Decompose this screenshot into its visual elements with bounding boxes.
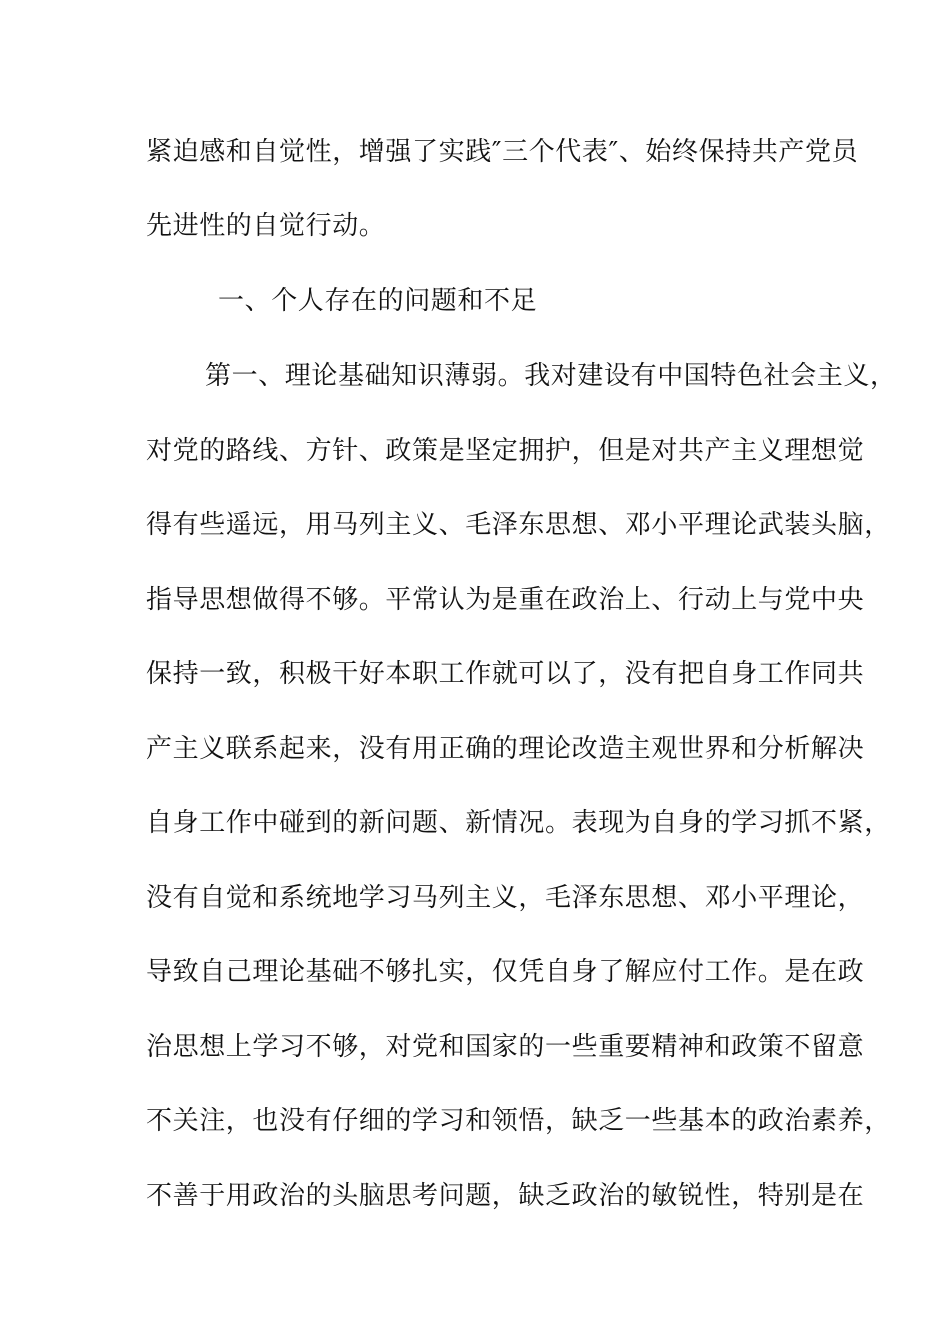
text-line: 没有自觉和系统地学习马列主义，毛泽东思想、邓小平理论，: [146, 883, 865, 913]
text-line: 不善于用政治的头脑思考问题，缺乏政治的敏锐性，特别是在: [146, 1181, 865, 1211]
text-line: 指导思想做得不够。平常认为是重在政治上、行动上与党中央: [146, 585, 865, 615]
text-line: 得有些遥远，用马列主义、毛泽东思想、邓小平理论武装头脑，: [146, 510, 891, 540]
section-heading: 一、个人存在的问题和不足: [218, 286, 538, 316]
text-line: 导致自己理论基础不够扎实，仅凭自身了解应付工作。是在政: [146, 957, 865, 987]
text-line: 保持一致，积极干好本职工作就可以了，没有把自身工作同共: [146, 659, 865, 689]
text-line: 先进性的自觉行动。: [146, 211, 386, 241]
text-line: 对党的路线、方针、政策是坚定拥护，但是对共产主义理想觉: [146, 436, 865, 466]
text-line: 不关注，也没有仔细的学习和领悟，缺乏一些基本的政治素养，: [146, 1106, 891, 1136]
paragraph-first-line: 第一、理论基础知识薄弱。我对建设有中国特色社会主义，: [205, 361, 897, 391]
text-line: 产主义联系起来，没有用正确的理论改造主观世界和分析解决: [146, 734, 865, 764]
text-line: 治思想上学习不够，对党和国家的一些重要精神和政策不留意: [146, 1032, 865, 1062]
text-line: 紧迫感和自觉性，增强了实践″三个代表″、始终保持共产党员: [146, 137, 859, 167]
text-line: 自身工作中碰到的新问题、新情况。表现为自身的学习抓不紧，: [146, 808, 891, 838]
